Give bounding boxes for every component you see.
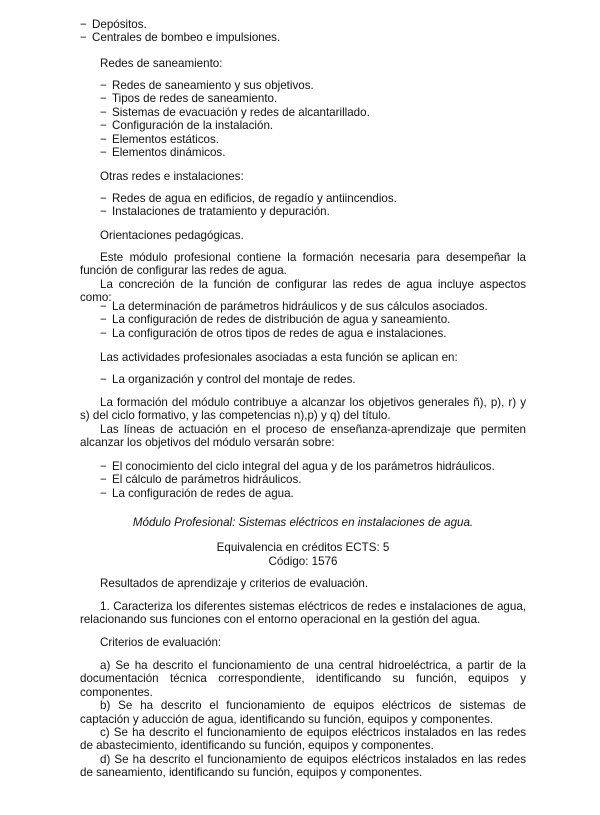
list-lineas: [80, 460, 546, 500]
list-item: − Redes de saneamiento y sus objetivos.: [100, 79, 546, 92]
list-item: − Configuración de la instalación.: [100, 119, 546, 132]
list-item: − Elementos dinámicos.: [100, 146, 546, 159]
module-equivalencia: Equivalencia en créditos ECTS: 5: [216, 541, 390, 554]
heading-redes-saneamiento: Redes de saneamiento:: [100, 57, 223, 70]
list-item: − El conocimiento del ciclo integral del agua y de los parámetros hidráulicos.: [100, 460, 546, 473]
heading-orientaciones: Orientaciones pedagógicas.: [100, 229, 244, 242]
list-top: [80, 18, 526, 45]
criterio-item: c) Se ha descrito el funcionamiento de equipos eléctricos instalados en las redes de abastecimiento, identificando su función, equipos y componentes.: [80, 726, 526, 753]
criterio-item: a) Se ha descrito el funcionamiento de una central hidroeléctrica, a partir de la documentación técnica correspondiente, identificando su función, equipos y componentes.: [80, 659, 526, 699]
paragraph-lineas: Las líneas de actuación en el proceso de enseñanza-aprendizaje que permiten alcanzar los objetivos del módulo versarán sobre:: [80, 423, 526, 450]
list-actividades: [80, 373, 546, 386]
list-item: − La organización y control del montaje de redes.: [100, 373, 546, 386]
list-item: − El cálculo de parámetros hidráulicos.: [100, 473, 546, 486]
list-item: − Centrales de bombeo e impulsiones.: [80, 31, 526, 44]
list-item: − Tipos de redes de saneamiento.: [100, 92, 546, 105]
list-item: − Instalaciones de tratamiento y depuración.: [100, 205, 546, 218]
paragraph-actividades: Las actividades profesionales asociadas a esta función se aplican en:: [100, 351, 458, 364]
list-item: − La determinación de parámetros hidráulicos y de sus cálculos asociados.: [100, 300, 546, 313]
list-item: − La configuración de redes de agua.: [100, 487, 546, 500]
module-title: Módulo Profesional: Sistemas eléctricos en instalaciones de agua.: [132, 516, 474, 529]
list-aspectos: [80, 300, 546, 340]
list-item: − Depósitos.: [80, 18, 526, 31]
list-otras-redes: [80, 192, 546, 219]
heading-otras-redes: Otras redes e instalaciones:: [100, 170, 244, 183]
paragraph-formacion: La formación del módulo contribuye a alcanzar los objetivos generales ñ), p), r) y s) del ciclo formativo, y las competencias n),p) y q) del título.: [80, 396, 526, 423]
list-item: − Elementos estáticos.: [100, 133, 546, 146]
list-item: − Redes de agua en edificios, de regadío y antiincendios.: [100, 192, 546, 205]
paragraph-orientaciones-1: Este módulo profesional contiene la formación necesaria para desempeñar la función de configurar las redes de agua.: [80, 251, 526, 278]
list-item: − La configuración de redes de distribución de agua y saneamiento.: [100, 313, 546, 326]
list-item: − Sistemas de evacuación y redes de alcantarillado.: [100, 106, 546, 119]
heading-resultados: Resultados de aprendizaje y criterios de evaluación.: [100, 577, 369, 590]
criterio-item: b) Se ha descrito el funcionamiento de equipos eléctricos de sistemas de captación y aducción de agua, identificando su función, equipos y componentes.: [80, 699, 526, 726]
paragraph-orientaciones-2: La concreción de la función de configurar las redes de agua incluye aspectos como:: [80, 278, 526, 305]
heading-criterios: Criterios de evaluación:: [100, 636, 222, 649]
criterio-item: d) Se ha descrito el funcionamiento de equipos eléctricos instalados en las redes de saneamiento, identificando su función, equipos y componentes.: [80, 752, 526, 780]
module-codigo: Código: 1576: [268, 555, 338, 568]
list-item: − La configuración de otros tipos de redes de agua e instalaciones.: [100, 327, 546, 340]
list-redes-saneamiento: [80, 79, 546, 159]
resultado-aprendizaje-1: 1. Caracteriza los diferentes sistemas eléctricos de redes e instalaciones de agua, relacionando sus funciones con el entorno operacional en la gestión del agua.: [80, 600, 526, 627]
criterios-list: [80, 659, 526, 780]
